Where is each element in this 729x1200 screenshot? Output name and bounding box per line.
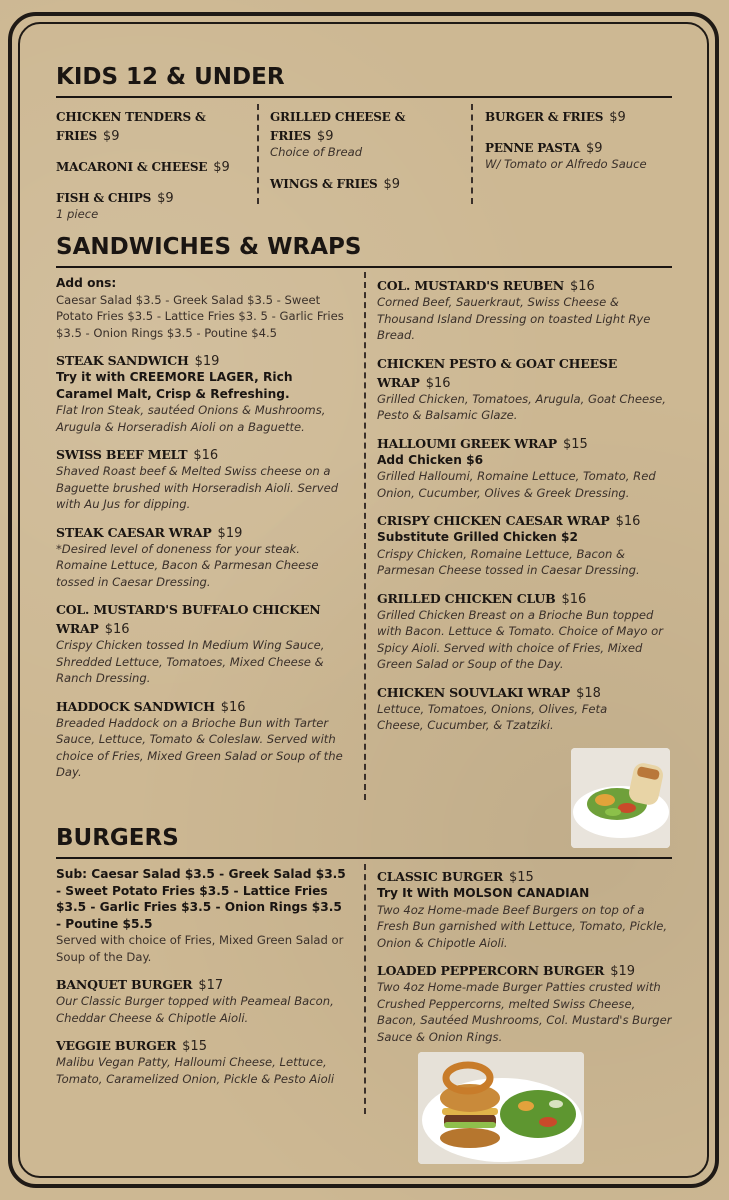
item-note: Add Chicken $6 [377, 452, 484, 467]
item-description: Two 4oz Home-made Burger Patties crusted with Crushed Peppercorns, melted Swiss Cheese, Bacon, Sautéed Mushrooms, Col. Mustard's Burger Sauce & Onion Rings. [377, 980, 672, 1044]
item-description: Crispy Chicken, Romaine Lettuce, Bacon & Parmesan Cheese tossed in Caesar Dressing. [377, 546, 640, 577]
item-name: HALLOUMI GREEK WRAP [377, 435, 557, 451]
menu-item [56, 350, 346, 435]
item-description: Malibu Vegan Patty, Halloumi Cheese, Lettuce, Tomato, Caramelized Onion, Pickle & Pesto Aioli [56, 1055, 335, 1086]
item-price: $16 [220, 699, 246, 715]
item-name: STEAK CAESAR WRAP [56, 524, 212, 540]
menu-item [377, 510, 677, 579]
item-price: $9 [102, 129, 120, 144]
item-price: $15 [182, 1039, 207, 1054]
menu-item [377, 866, 677, 951]
item-description: Lettuce, Tomatoes, Onions, Olives, Feta Cheese, Cucumber, & Tzatziki. [377, 701, 608, 732]
item-name: GRILLED CHEESE & FRIES [270, 110, 406, 143]
kids-col-3 [485, 106, 665, 185]
addons-label: Add ons: [56, 276, 117, 290]
item-description: Choice of Bread [270, 145, 363, 159]
burger-sub-text: Sub: Caesar Salad $3.5 - Greek Salad $3.5 - Sweet Potato Fries $3.5 - Lattice Fries $3.5 - Garlic Fries $3.5 - Onion Rings $3.5 - Poutine $5.5 [56, 867, 346, 931]
item-name: BANQUET BURGER [56, 977, 193, 992]
burger-sub-block [56, 866, 346, 965]
menu-item [485, 137, 665, 173]
sandwiches-right-col [377, 275, 677, 743]
item-name: COL. MUSTARD'S REUBEN [377, 278, 564, 293]
item-name: SWISS BEEF MELT [56, 447, 188, 462]
sandwiches-divider [364, 272, 366, 800]
item-price: $19 [194, 354, 220, 369]
menu-item [56, 599, 346, 687]
item-price: $19 [217, 525, 243, 541]
kids-divider-1 [257, 104, 259, 204]
kids-divider-2 [471, 104, 473, 204]
burgers-left-col [56, 866, 346, 1096]
addons-text: Caesar Salad $3.5 - Greek Salad $3.5 - Sweet Potato Fries $3.5 - Lattice Fries $3. 5 - Garlic Fries $3.5 - Onion Rings $3.5 - Poutine $4.5 [56, 292, 344, 340]
item-name: WINGS & FRIES [270, 176, 378, 191]
item-name: CHICKEN PESTO & GOAT CHEESE WRAP [377, 355, 618, 390]
item-price: $9 [609, 110, 626, 125]
burger-photo [418, 1052, 584, 1164]
item-name: COL. MUSTARD'S BUFFALO CHICKEN WRAP [56, 602, 321, 636]
item-price: $9 [316, 129, 334, 144]
menu-item [56, 974, 346, 1026]
menu-item [270, 106, 466, 161]
sandwiches-title-rule [56, 266, 672, 268]
kids-title-rule [56, 96, 672, 98]
item-description: Grilled Chicken, Tomatoes, Arugula, Goat Cheese, Pesto & Balsamic Glaze. [377, 391, 666, 422]
item-name: CHICKEN TENDERS & FRIES [56, 110, 206, 143]
menu-item [485, 106, 665, 125]
menu-item [377, 275, 677, 344]
item-note: Try it with CREEMORE LAGER, Rich Caramel Malt, Crisp & Refreshing. [56, 370, 293, 401]
menu-item [56, 1035, 346, 1087]
item-price: $15 [509, 870, 534, 885]
item-name: CLASSIC BURGER [377, 869, 504, 884]
item-description: Our Classic Burger topped with Peameal Bacon, Cheddar Cheese & Chipotle Aioli. [56, 994, 334, 1025]
item-description: Breaded Haddock on a Brioche Bun with Tarter Sauce, Lettuce, Tomato & Coleslaw. Served with choice of Fries, Mixed Green Salad or Soup of the Day. [56, 715, 343, 779]
item-description: Shaved Roast beef & Melted Swiss cheese on a Baguette brushed with Horseradish Aioli. Served with Au Jus for dipping. [56, 464, 339, 511]
menu-item [377, 433, 677, 502]
menu-item [56, 187, 252, 223]
burger-salad-image [418, 1052, 584, 1164]
menu-item [377, 682, 621, 734]
burgers-title-rule [56, 857, 672, 859]
kids-section-title: KIDS 12 & UNDER [56, 64, 285, 90]
menu-item [377, 588, 677, 673]
item-description: Flat Iron Steak, sautéed Onions & Mushrooms, Arugula & Horseradish Aioli on a Baguette. [56, 403, 326, 434]
item-price: $9 [585, 141, 603, 156]
wrap-salad-image [571, 748, 670, 848]
item-price: $16 [193, 448, 219, 463]
item-description: Two 4oz Home-made Beef Burgers on top of a Fresh Bun garnished with Lettuce, Tomato, Pickle, Onion & Chipotle Aioli. [377, 902, 668, 950]
item-price: $9 [157, 191, 174, 206]
item-price: $15 [562, 436, 588, 452]
souvlaki-wrap-photo [571, 748, 670, 848]
item-name: GRILLED CHICKEN CLUB [377, 590, 556, 606]
burgers-section-title: BURGERS [56, 825, 179, 851]
item-name: HADDOCK SANDWICH [56, 698, 215, 714]
menu-item [377, 960, 677, 1045]
item-description: W/ Tomato or Alfredo Sauce [485, 157, 647, 171]
menu-item [56, 522, 346, 591]
addons-block [56, 275, 346, 341]
burgers-divider [364, 864, 366, 1114]
menu-item [56, 106, 252, 144]
sandwiches-section-title: SANDWICHES & WRAPS [56, 234, 362, 260]
item-note: Substitute Grilled Chicken $2 [377, 530, 578, 544]
item-name: CRISPY CHICKEN CAESAR WRAP [377, 513, 610, 528]
burger-sub-desc: Served with choice of Fries, Mixed Green Salad or Soup of the Day. [56, 933, 344, 964]
item-price: $16 [561, 591, 587, 607]
item-price: $16 [615, 514, 641, 529]
item-name: CHICKEN SOUVLAKI WRAP [377, 684, 571, 700]
item-description: 1 piece [56, 207, 99, 221]
item-price: $17 [198, 978, 224, 993]
item-price: $18 [576, 685, 601, 701]
item-price: $19 [610, 964, 636, 979]
item-description: Corned Beef, Sauerkraut, Swiss Cheese & Thousand Island Dressing on toasted Light Rye Bread. [377, 295, 651, 342]
kids-col-2 [270, 106, 466, 204]
item-description: Crispy Chicken tossed In Medium Wing Sauce, Shredded Lettuce, Tomatoes, Mixed Cheese & Ranch Dressing. [56, 638, 325, 685]
item-name: VEGGIE BURGER [56, 1038, 177, 1053]
item-name: FISH & CHIPS [56, 191, 152, 205]
item-price: $9 [213, 160, 230, 175]
item-name: LOADED PEPPERCORN BURGER [377, 963, 605, 978]
item-description: Grilled Halloumi, Romaine Lettuce, Tomato, Red Onion, Cucumber, Olives & Greek Dressing. [377, 469, 656, 500]
item-description: Grilled Chicken Breast on a Brioche Bun topped with Bacon. Lettuce & Tomato. Choice of Mayo or Spicy Aioli. Served with choice of Fries, Mixed Green Salad or Soup of the Day. [377, 607, 664, 671]
burgers-right-col [377, 866, 677, 1054]
menu-item [56, 156, 252, 175]
menu-item [56, 444, 346, 513]
item-name: PENNE PASTA [485, 141, 580, 155]
item-description: *Desired level of doneness for your steak. Romaine Lettuce, Bacon & Parmesan Cheese tossed in Caesar Dressing. [56, 541, 319, 589]
item-name: BURGER & FRIES [485, 110, 604, 124]
menu-item [377, 353, 677, 424]
item-price: $16 [425, 375, 451, 391]
item-note: Try It With MOLSON CANADIAN [377, 886, 590, 900]
sandwiches-left-col [56, 275, 346, 790]
menu-item [56, 696, 346, 781]
kids-col-1 [56, 106, 252, 235]
item-name: STEAK SANDWICH [56, 353, 189, 368]
menu-item [270, 173, 466, 192]
item-price: $16 [104, 622, 130, 637]
item-price: $9 [383, 176, 401, 192]
item-name: MACARONI & CHEESE [56, 160, 208, 174]
item-price: $16 [569, 279, 595, 294]
